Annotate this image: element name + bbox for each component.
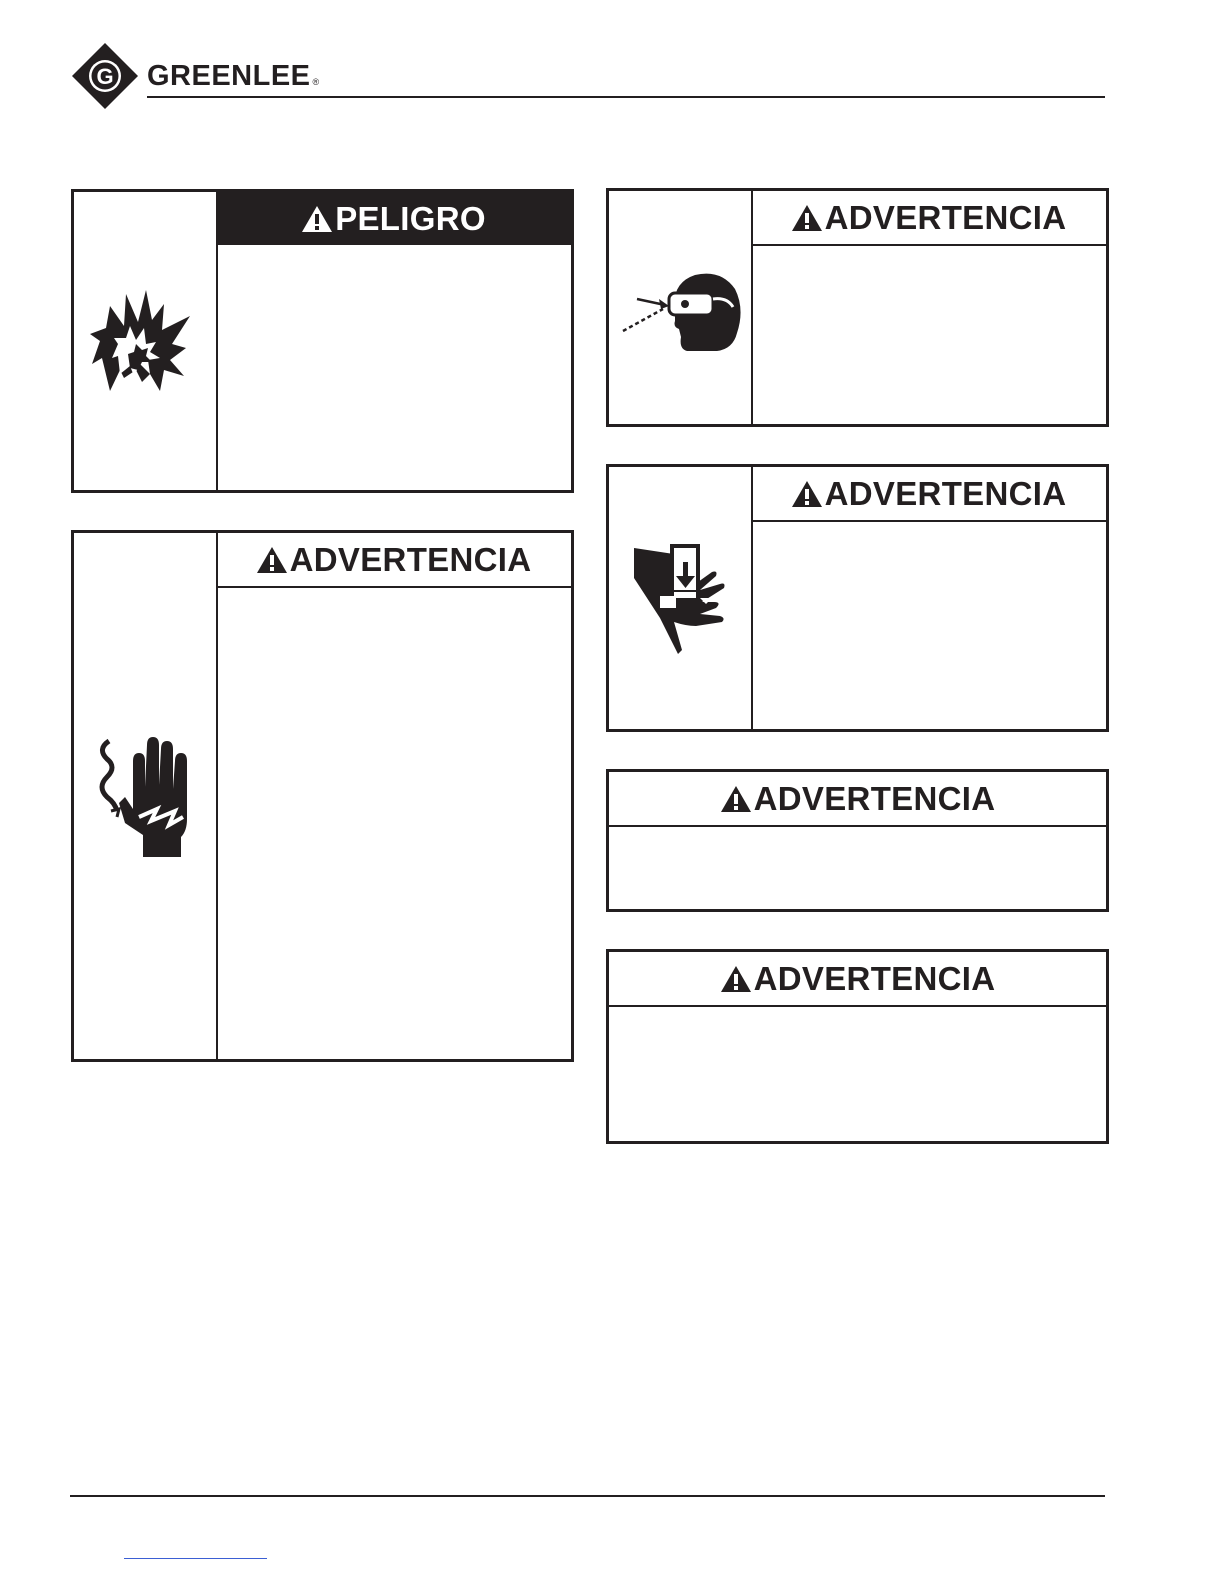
registered-mark: ® (312, 77, 320, 87)
warning-triangle-icon (301, 205, 333, 233)
pictogram-column (74, 533, 218, 1059)
notice-header-advertencia (609, 952, 1106, 1007)
signal-word: ADVERTENCIA (289, 540, 532, 578)
warning-notice-general-1 (606, 769, 1109, 912)
notice-header-advertencia (216, 533, 571, 588)
signal-word: PELIGRO (335, 199, 486, 237)
pictogram-column (609, 467, 753, 729)
signal-word: ADVERTENCIA (753, 779, 996, 817)
warning-triangle-icon (256, 546, 288, 574)
signal-word: ADVERTENCIA (753, 959, 996, 997)
warning-notice-eye-protection (606, 188, 1109, 427)
notice-header-peligro (216, 192, 571, 245)
header-rule (147, 96, 1105, 98)
warning-triangle-icon (791, 204, 823, 232)
notice-header-advertencia (609, 772, 1106, 827)
warning-notice-crush-hazard (606, 464, 1109, 732)
crush-hazard-icon (630, 538, 730, 658)
footer-link-underline[interactable] (124, 1558, 267, 1559)
warning-triangle-icon (791, 480, 823, 508)
signal-word: ADVERTENCIA (824, 474, 1067, 512)
pictogram-column (74, 192, 218, 490)
danger-notice-explosion (71, 189, 574, 493)
warning-triangle-icon (720, 965, 752, 993)
explosion-icon (90, 286, 200, 396)
warning-notice-electric-shock (71, 530, 574, 1062)
warning-triangle-icon (720, 785, 752, 813)
logo-letter: G (96, 64, 114, 89)
footer-rule (70, 1495, 1105, 1497)
brand-name: GREENLEE ® (147, 60, 320, 92)
notice-header-advertencia (751, 191, 1106, 246)
greenlee-logo (72, 43, 138, 109)
notice-header-advertencia (751, 467, 1106, 522)
warning-notice-general-2 (606, 949, 1109, 1144)
pictogram-column (609, 191, 753, 424)
eye-protection-icon (617, 263, 743, 353)
electric-shock-hand-icon (95, 731, 195, 861)
signal-word: ADVERTENCIA (824, 198, 1067, 236)
